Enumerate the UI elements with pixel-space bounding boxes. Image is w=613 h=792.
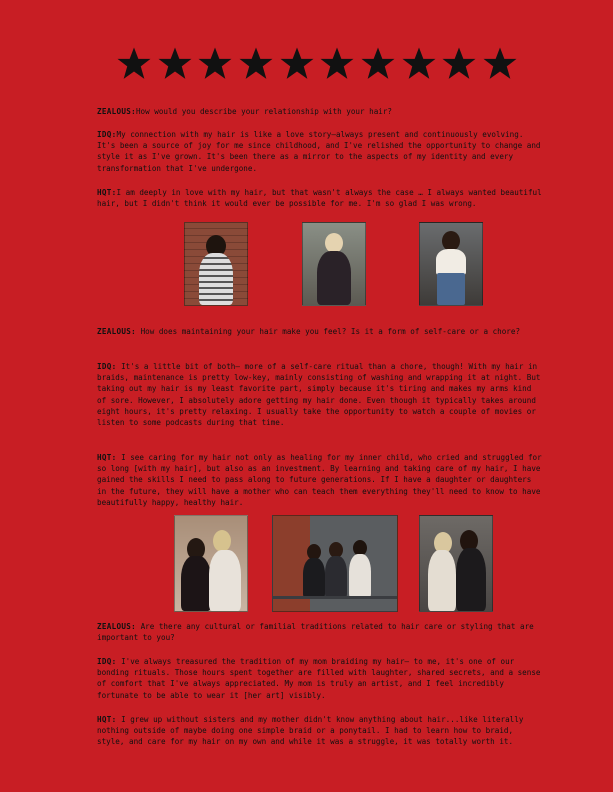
speaker-label: ZEALOUS: <box>97 622 136 631</box>
answer-3b <box>97 714 543 748</box>
star-icon <box>157 46 193 82</box>
question-2 <box>97 326 543 337</box>
speaker-label: IDQ: <box>97 362 117 371</box>
speaker-label: IDQ: <box>97 657 117 666</box>
question-1 <box>97 106 543 117</box>
answer-2b <box>97 452 543 508</box>
star-icon <box>401 46 437 82</box>
star-icon <box>197 46 233 82</box>
answer-1a <box>97 129 543 174</box>
answer-text: It's a little bit of both— more of a self-care ritual than a chore, though! With my hair in braids, maintenance is pretty low-key, mainly consisting of washing and wrapping it at night. But taking out my hair is my least favorite part, simply because it's tiring and makes my arms kind of sore. However, I absolutely adore getting my hair done. Even though it typically takes around eight hours, it's pretty relaxing. I usually take the opportunity to watch a couple of movies or listen to some podcasts during that time. <box>97 362 541 428</box>
photo-brick-wall-portrait <box>184 222 248 306</box>
question-text: How would you describe your relationship with your hair? <box>135 107 393 116</box>
question-text: Are there any cultural or familial traditions related to hair care or styling that are important to you? <box>97 622 534 643</box>
photo-pair-portrait <box>419 515 493 612</box>
answer-text: I am deeply in love with my hair, but that wasn't always the case … I always wanted beautiful hair, but I didn't think it would ever be possible for me. I'm so glad I was wrong. <box>97 188 542 209</box>
star-icon <box>360 46 396 82</box>
star-icon <box>116 46 152 82</box>
photo-urban-portrait <box>419 222 483 306</box>
answer-text: I've always treasured the tradition of my mom braiding my hair— to me, it's one of our bonding rituals. Those hours spent together are filled with laughter, shared secrets, and a sense of comfort that I've always appreciated. My mom is truly an artist, and I feel incredibly fortunate to be able to wear it [her art] visibly. <box>97 657 541 700</box>
speaker-label: ZEALOUS: <box>97 327 136 336</box>
answer-text: I grew up without sisters and my mother didn't know anything about hair...like literally nothing outside of maybe doing one simple braid or a ponytail. I had to learn how to braid, style, and care for my hair on my own and while it was a struggle, it was totally worth it. <box>97 715 524 747</box>
star-icon <box>238 46 274 82</box>
answer-1b <box>97 187 543 209</box>
question-3 <box>97 621 543 643</box>
answer-text: My connection with my hair is like a love story—always present and continuously evolving. It's been a source of joy for me since childhood, and I've relished the opportunity to change and style it as I've grown. It's been there as a mirror to the aspects of my identity and every transformation that I've undergone. <box>97 130 541 173</box>
speaker-label: HQT: <box>97 188 117 197</box>
speaker-label: HQT: <box>97 715 117 724</box>
photo-duo-portrait <box>174 515 248 612</box>
answer-3a <box>97 656 543 701</box>
question-text: How does maintaining your hair make you feel? Is it a form of self-care or a chore? <box>140 327 521 336</box>
answer-2a <box>97 361 543 428</box>
speaker-label: HQT: <box>97 453 117 462</box>
photo-group-portrait <box>272 515 398 612</box>
star-icon <box>482 46 518 82</box>
star-icon <box>441 46 477 82</box>
star-rating <box>116 46 518 82</box>
star-icon <box>319 46 355 82</box>
answer-text: I see caring for my hair not only as healing for my inner child, who cried and struggled for so long [with my hair], but also as an investment. By learning and taking care of my hair, I have gained the skills I need to pass along to future generations. If I have a daughter or daughters in the future, they will have a mother who can teach them everything they'll need to know to have beautifully happy, healthy hair. <box>97 453 542 507</box>
star-icon <box>279 46 315 82</box>
speaker-label: IDQ: <box>97 130 117 139</box>
photo-street-portrait <box>302 222 366 306</box>
speaker-label: ZEALOUS: <box>97 107 136 116</box>
